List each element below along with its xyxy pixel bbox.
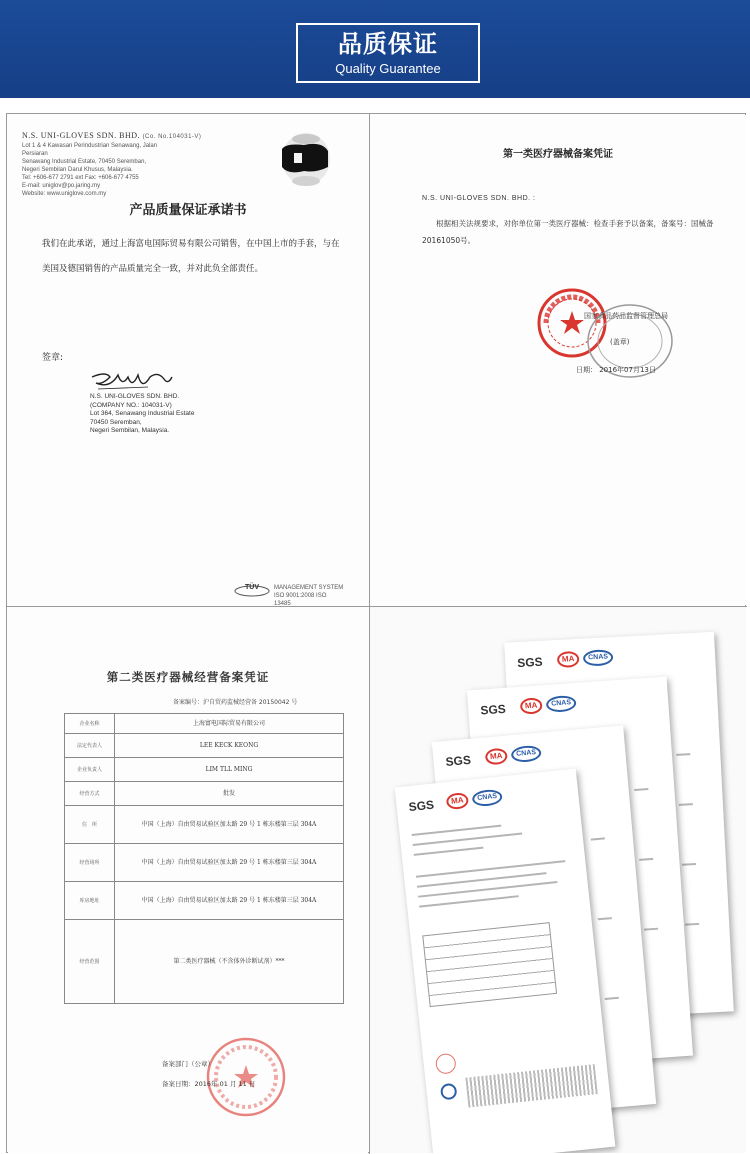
row-key: 企业负责人 <box>65 758 115 782</box>
row-value: 上海富电国际贸易有限公司 <box>115 714 344 734</box>
sgs-logo: SGS <box>408 797 435 815</box>
report-seal-icon <box>435 1053 457 1075</box>
table-row <box>65 782 344 806</box>
report-line <box>634 788 648 790</box>
letter-company-reg: (Co. No.104031-V) <box>142 134 202 140</box>
row-value: LEE KECK KEONG <box>115 734 344 758</box>
class1-date: 日期： 2016年07月13日 <box>576 366 656 374</box>
header-title-en: Quality Guarantee <box>335 61 441 76</box>
row-value: 中国（上海）自由贸易试验区加太路 29 号 1 栋东楼第三层 304A <box>115 882 344 920</box>
header-title-cn: 品质保证 <box>338 30 438 58</box>
address-line: Lot 1 & 4 Kawasan Perindustrian Senawang, Jalan Persiaran <box>22 143 158 157</box>
report-line <box>414 847 484 856</box>
report-line <box>676 753 690 755</box>
sign-company-line: (COMPANY NO.: 104031-V) <box>90 401 172 409</box>
table-row <box>65 758 344 782</box>
class1-record-certificate <box>370 115 746 605</box>
cnas-logo: CNAS <box>511 745 542 764</box>
class2-date: 备案日期：2016年 01 月 11 日 <box>162 1080 256 1088</box>
report-line <box>644 928 658 930</box>
class1-issuer: 国家食品药品监督管理总局 <box>584 312 668 320</box>
row-value: 批发 <box>115 782 344 806</box>
row-value: LIM TLL MING <box>115 758 344 782</box>
row-key: 库房地址 <box>65 882 115 920</box>
sgs-reports-stack <box>370 607 746 1153</box>
header-banner <box>0 0 750 98</box>
class2-number: 备案编号：沪自贸药监械经营备 20150042 号 <box>173 699 298 706</box>
table-row <box>65 714 344 734</box>
cma-logo: MA <box>446 792 470 810</box>
report-line <box>416 860 565 877</box>
table-row <box>65 920 344 1004</box>
certificate-grid <box>6 113 746 1153</box>
class1-company: N.S. UNI-GLOVES SDN. BHD. : <box>422 195 536 202</box>
report-line <box>679 803 693 805</box>
cnas-logo: CNAS <box>546 695 577 713</box>
class1-body: 根据相关法规要求，对你单位第一类医疗器械：检查手套予以备案，备案号：国械备20161050号。 <box>422 219 714 245</box>
row-key: 住 所 <box>65 806 115 844</box>
row-value: 第二类医疗器械（不含体外诊断试剂）*** <box>115 920 344 1004</box>
tuv-logo-icon <box>232 581 272 597</box>
row-key: 法定代表人 <box>65 734 115 758</box>
table-row <box>65 882 344 920</box>
sgs-logo: SGS <box>479 701 507 718</box>
cnas-logo: CNAS <box>583 649 614 667</box>
table-row <box>65 844 344 882</box>
report-fineprint <box>465 1064 597 1107</box>
report-line <box>412 825 502 836</box>
class2-table <box>64 713 344 1004</box>
report-line <box>413 832 523 845</box>
address-line: Senawang Industrial Estate, 70450 Seremban, <box>22 159 147 165</box>
sign-company-line: N.S. UNI-GLOVES SDN. BHD. <box>90 393 180 400</box>
row-value: 中国（上海）自由贸易试验区加太路 29 号 1 栋东楼第三层 304A <box>115 806 344 844</box>
row-key: 企业名称 <box>65 714 115 734</box>
company-logo-icon <box>276 129 332 189</box>
class2-record-certificate <box>8 607 368 1153</box>
address-line: Tel: +606-677 2791 ext Fax: +606-677 4755 <box>22 175 139 181</box>
letter-body: 我们在此承诺，通过上海富电国际贸易有限公司销售，在中国上市的手套，与在美国及德国销售的产品质量完全一致，并对此负全部责任。 <box>42 239 340 274</box>
red-official-seal-icon <box>204 1035 288 1119</box>
sign-company-line: Negeri Sembilan, Malaysia. <box>90 427 170 434</box>
table-row <box>65 734 344 758</box>
report-line <box>598 917 612 920</box>
report-line <box>591 837 605 840</box>
address-line: E-mail: uniglov@po.jaring.my <box>22 183 101 189</box>
letter-company <box>22 131 201 141</box>
class2-title: 第二类医疗器械经营备案凭证 <box>106 670 270 684</box>
tuv-label: TÜV <box>245 584 259 591</box>
row-value: 中国（上海）自由贸易试验区加太路 29 号 1 栋东楼第三层 304A <box>115 844 344 882</box>
cnas-logo: CNAS <box>471 788 503 807</box>
cma-logo: MA <box>485 748 508 766</box>
report-line <box>682 863 696 865</box>
table-row <box>65 806 344 844</box>
letter-title: 产品质量保证承诺书 <box>129 203 247 218</box>
row-key: 经营范围 <box>65 920 115 1004</box>
class1-title: 第一类医疗器械备案凭证 <box>503 149 613 160</box>
signature-label: 签章: <box>42 353 64 363</box>
cma-logo: MA <box>520 697 543 714</box>
letter-company-name: N.S. UNI-GLOVES SDN. BHD. <box>22 131 141 140</box>
signature-company <box>90 393 194 436</box>
sign-company-line: 70450 Seremban, <box>90 418 142 426</box>
sgs-logo: SGS <box>444 752 472 769</box>
address-line: Website: www.uniglove.com.my <box>22 191 107 197</box>
report-line <box>685 923 699 925</box>
cma-logo: MA <box>557 651 580 668</box>
report-badge-icon <box>440 1083 458 1101</box>
sign-company-line: Lot 364, Senawang Industrial Estate <box>90 410 195 417</box>
class1-seal-label: (盖章) <box>610 338 630 346</box>
guarantee-letter <box>8 115 368 605</box>
letter-address <box>22 142 162 198</box>
row-key: 经营场所 <box>65 844 115 882</box>
tuv-caption: MANAGEMENT SYSTEM ISO 9001:2008 ISO 13485 <box>274 585 344 605</box>
header-title-box <box>296 23 480 83</box>
class2-dept: 备案部门（公章） <box>162 1060 214 1068</box>
report-table <box>422 922 557 1007</box>
row-key: 经营方式 <box>65 782 115 806</box>
report-line <box>605 997 619 1000</box>
address-line: Negeri Sembilan Darul Khusus, Malaysia. <box>22 167 133 173</box>
report-line <box>639 858 653 860</box>
sgs-logo: SGS <box>516 654 543 671</box>
report-line <box>419 895 519 907</box>
